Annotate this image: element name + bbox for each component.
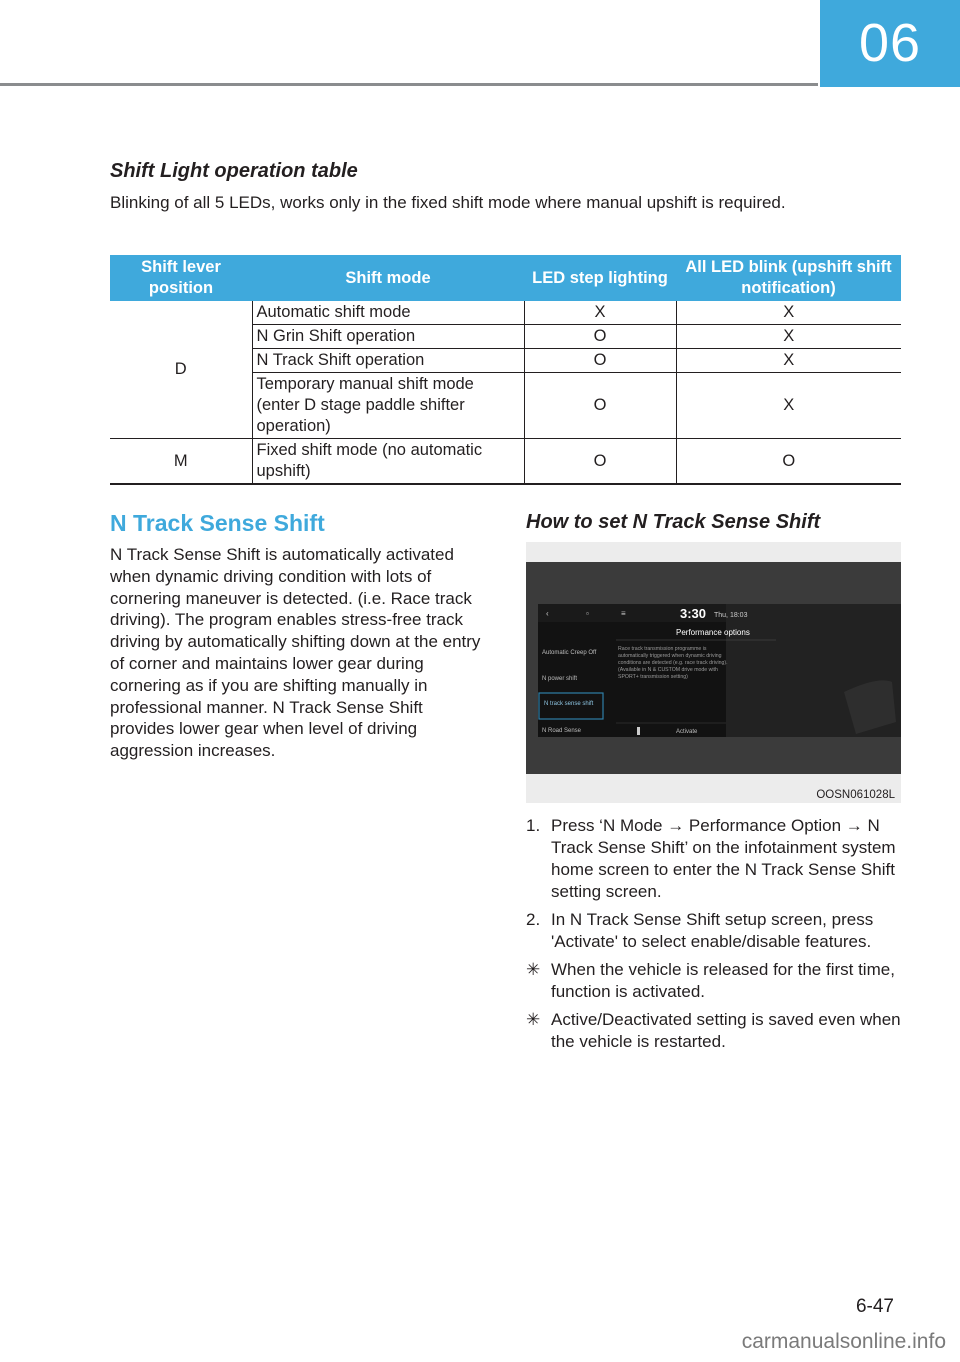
step-number: 1. (526, 816, 541, 835)
menu-icon: ≡ (621, 609, 626, 618)
led-cell: O (524, 349, 676, 373)
mode-cell: Temporary manual shift mode (enter D stage paddle shifter operation) (252, 373, 524, 439)
screen-menu-item-selected: N track sense shift (544, 701, 594, 707)
table-header-row (110, 255, 901, 301)
screen-menu-item: Automatic Creep Off (542, 650, 597, 656)
screen-title: Performance options (676, 628, 750, 637)
blink-cell: X (676, 349, 901, 373)
n-track-sense-section (110, 508, 490, 762)
table-row (110, 439, 901, 485)
infotainment-screenshot (526, 542, 901, 803)
mode-cell: Fixed shift mode (no automatic upshift) (252, 439, 524, 485)
led-cell: O (524, 373, 676, 439)
blink-cell: O (676, 439, 901, 485)
note-asterisk-icon: ✳ (526, 960, 541, 979)
section-title: Shift Light operation table (110, 160, 358, 182)
section-intro: Blinking of all 5 LEDs, works only in the fixed shift mode where manual upshift is required. (110, 193, 786, 212)
header-shift-mode: Shift mode (252, 255, 524, 301)
led-cell: O (524, 325, 676, 349)
led-cell: X (524, 301, 676, 325)
steps-list (526, 815, 901, 1053)
blink-cell: X (676, 301, 901, 325)
screen-date: Thu, 18:03 (714, 612, 748, 619)
back-icon: ‹ (546, 609, 549, 618)
how-to-set-heading: How to set N Track Sense Shift (526, 511, 821, 533)
screen-menu-item: N power shift (542, 676, 578, 682)
shift-light-table (110, 255, 901, 485)
watermark: carmanualsonline.info (741, 1330, 946, 1353)
blink-cell: X (676, 373, 901, 439)
n-track-sense-heading: N Track Sense Shift (110, 510, 325, 536)
chapter-tab: 06 (820, 0, 960, 87)
screen-description: Race track transmission programme is automatically triggered when dynamic driving conditions are detected (e.g. race track driving). (Available in N & CUSTOM drive mode with SPORT+ transmission setting) (618, 646, 728, 680)
mode-cell: Automatic shift mode (252, 301, 524, 325)
position-cell: D (110, 301, 252, 439)
step-number: 2. (526, 910, 541, 929)
header-led-step: LED step lighting (524, 255, 676, 301)
header-rule (0, 83, 818, 86)
step-text: In N Track Sense Shift setup screen, press 'Activate' to select enable/disable features. (551, 910, 874, 951)
led-cell: O (524, 439, 676, 485)
list-item (526, 909, 901, 953)
header-all-led-blink: All LED blink (upshift shift notification) (676, 255, 901, 301)
home-icon: ▫ (586, 609, 589, 618)
list-item (526, 959, 901, 1003)
toggle-indicator (637, 727, 640, 735)
list-item (526, 1009, 901, 1053)
note-asterisk-icon: ✳ (526, 1010, 541, 1029)
n-track-sense-body: N Track Sense Shift is automatically activated when dynamic driving condition with lots of cornering maneuver is detected. (i.e. Race track driving). The program enables stress-free track driving by automatically shifting down at the entry of corner and maintains lower gear during cornering as if you are shifting manually in professional manner. N Track Sense Shift provides lower gear when level of driving aggression increases. (110, 545, 481, 761)
image-code: OOSN061028L (816, 789, 895, 801)
note-text: Active/Deactivated setting is saved even when the vehicle is restarted. (551, 1010, 901, 1051)
table-row (110, 301, 901, 325)
header-shift-lever: Shift lever position (110, 255, 252, 301)
note-text: When the vehicle is released for the first time, function is activated. (551, 960, 895, 1001)
page-number: 6-47 (855, 1296, 894, 1317)
list-item (526, 815, 901, 903)
step-text: Press ‘N Mode → Performance Option → N Track Sense Shift’ on the infotainment system home screen to enter the N Track Sense Shift setting screen. (551, 816, 896, 901)
mode-cell: N Track Shift operation (252, 349, 524, 373)
mode-cell: N Grin Shift operation (252, 325, 524, 349)
screen-illustration (526, 542, 901, 803)
position-cell: M (110, 439, 252, 485)
how-to-set-section (526, 508, 901, 1059)
screen-time: 3:30 (680, 606, 707, 621)
screen-menu-item: N Road Sense (542, 728, 582, 734)
screen-activate-label: Activate (676, 729, 698, 735)
blink-cell: X (676, 325, 901, 349)
